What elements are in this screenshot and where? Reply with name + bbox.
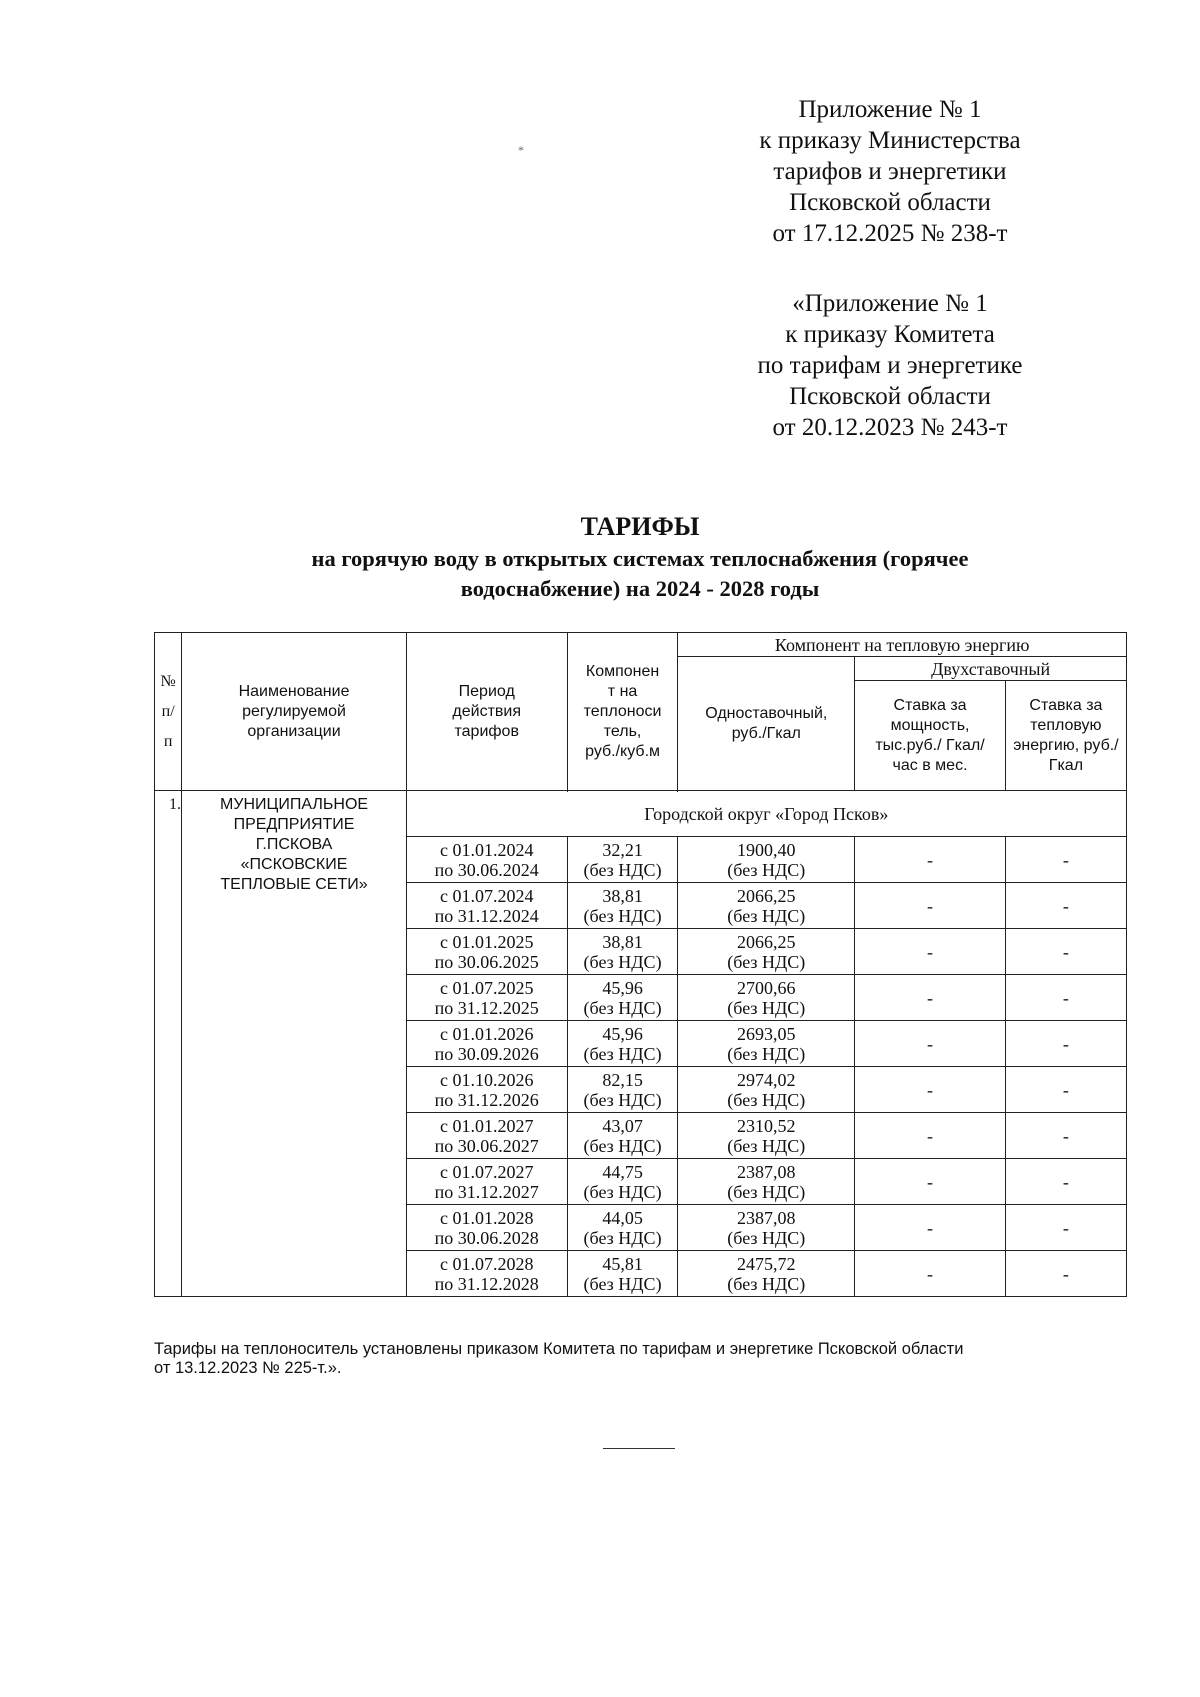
single-rate-cell (678, 1113, 855, 1159)
period-cell-to: по 30.06.2025 (434, 951, 539, 972)
single-rate-cell-single: 2066,25 (737, 885, 796, 906)
single-rate-cell-single: 2066,25 (737, 931, 796, 952)
carrier-cell (567, 1021, 678, 1067)
organization-line: Г.ПСКОВА (255, 836, 333, 853)
carrier-cell-carrier: 45,81 (602, 1253, 643, 1274)
energy-rate-cell-energy: - (1062, 1263, 1069, 1284)
carrier-cell-carrier: 45,96 (602, 1023, 643, 1044)
period-cell-to: по 31.12.2028 (434, 1273, 539, 1294)
footnote-line-1: Тарифы на теплоноситель установлены приказом Комитета по тарифам и энергетике Псковской области (154, 1340, 964, 1358)
period-cell (406, 1021, 567, 1067)
header-number-line: п/ (161, 702, 175, 720)
single-rate-cell (678, 1067, 855, 1113)
district-name: Городской округ «Город Псков» (406, 791, 1126, 837)
header-line: «Приложение № 1 (792, 290, 988, 317)
period-cell-to: по 30.06.2024 (434, 859, 539, 880)
single-rate-cell-single-note: (без НДС) (727, 1043, 806, 1064)
carrier-cell-carrier-note: (без НДС) (583, 1273, 662, 1294)
single-rate-cell-single: 2475,72 (737, 1253, 796, 1274)
approval-header-original (690, 288, 1090, 443)
capacity-rate-cell (855, 929, 1006, 975)
energy-rate-cell-energy: - (1062, 1079, 1069, 1100)
header-carrier (567, 633, 678, 791)
capacity-rate-cell-capacity: - (927, 987, 934, 1008)
single-rate-cell-single-note: (без НДС) (727, 1089, 806, 1110)
period-cell (406, 929, 567, 975)
footnote-line-2: от 13.12.2023 № 225-т.». (154, 1359, 342, 1377)
capacity-rate-cell (855, 1159, 1006, 1205)
single-rate-cell (678, 1159, 855, 1205)
tariff-body (155, 791, 1127, 1297)
carrier-cell (567, 1159, 678, 1205)
header-number-line: п (163, 732, 173, 750)
energy-rate-cell (1005, 883, 1126, 929)
capacity-rate-cell (855, 1067, 1006, 1113)
capacity-rate-cell-capacity: - (927, 1033, 934, 1054)
energy-rate-cell-energy: - (1062, 941, 1069, 962)
single-rate-cell-single-note: (без НДС) (727, 859, 806, 880)
single-rate-cell (678, 837, 855, 883)
header-line: от 17.12.2025 № 238-т (772, 220, 1008, 247)
organization-line: ТЕПЛОВЫЕ СЕТИ» (220, 876, 368, 893)
capacity-rate-cell (855, 975, 1006, 1021)
header-organization (182, 633, 406, 791)
header-line: Псковской области (789, 189, 991, 216)
carrier-cell-carrier-note: (без НДС) (583, 1135, 662, 1156)
title-main: ТАРИФЫ (580, 512, 700, 541)
period-cell (406, 883, 567, 929)
single-rate-cell (678, 1251, 855, 1297)
period-cell-from: с 01.01.2026 (439, 1023, 534, 1044)
header-energy-group: Компонент на тепловую энергию (678, 633, 1127, 657)
period-cell-to: по 31.12.2027 (434, 1181, 539, 1202)
single-rate-cell-single: 2310,52 (737, 1115, 796, 1136)
period-cell-from: с 01.10.2026 (439, 1069, 534, 1090)
energy-rate-cell (1005, 1067, 1126, 1113)
carrier-cell-carrier: 38,81 (602, 931, 643, 952)
single-rate-cell (678, 1205, 855, 1251)
period-cell-from: с 01.07.2027 (439, 1161, 534, 1182)
header-carrier-line: т на (607, 682, 638, 700)
header-number (155, 633, 182, 791)
single-rate-cell-single: 1900,40 (737, 839, 796, 860)
title-sub-line-2: водоснабжение) на 2024 - 2028 годы (460, 576, 820, 601)
period-cell-from: с 01.01.2024 (439, 839, 534, 860)
period-cell (406, 1113, 567, 1159)
carrier-cell-carrier-note: (без НДС) (583, 905, 662, 926)
energy-rate-cell (1005, 1205, 1126, 1251)
header-line: к приказу Министерства (759, 127, 1021, 154)
single-rate-cell-single: 2387,08 (737, 1207, 796, 1228)
energy-rate-cell-energy: - (1062, 1033, 1069, 1054)
energy-rate-cell (1005, 837, 1126, 883)
energy-rate-cell (1005, 929, 1126, 975)
capacity-rate-cell-capacity: - (927, 1079, 934, 1100)
single-rate-cell-single-note: (без НДС) (727, 997, 806, 1018)
single-rate-cell-single-note: (без НДС) (727, 1181, 806, 1202)
tariff-table (154, 632, 1127, 1297)
footnote (154, 1340, 1114, 1378)
carrier-cell (567, 1205, 678, 1251)
carrier-cell-carrier: 32,21 (602, 839, 643, 860)
single-rate-cell-single-note: (без НДС) (727, 1227, 806, 1248)
header-line: по тарифам и энергетике (757, 352, 1023, 379)
single-rate-cell-single: 2387,08 (737, 1161, 796, 1182)
organization-line: «ПСКОВСКИЕ (240, 856, 348, 873)
single-rate-cell (678, 1021, 855, 1067)
capacity-rate-cell-capacity: - (927, 1171, 934, 1192)
single-rate-cell-single: 2700,66 (737, 977, 796, 998)
header-carrier-line: теплоноси (583, 702, 662, 720)
period-cell-to: по 30.06.2028 (434, 1227, 539, 1248)
header-energy-rate (1005, 681, 1126, 791)
energy-rate-cell-energy: - (1062, 987, 1069, 1008)
capacity-rate-cell (855, 1113, 1006, 1159)
capacity-rate-cell-capacity: - (927, 1217, 934, 1238)
carrier-cell-carrier: 82,15 (602, 1069, 643, 1090)
period-cell (406, 975, 567, 1021)
organization-line: МУНИЦИПАЛЬНОЕ (219, 796, 369, 813)
period-cell-from: с 01.07.2025 (439, 977, 534, 998)
single-rate-cell-single-note: (без НДС) (727, 1135, 806, 1156)
energy-rate-cell-energy: - (1062, 849, 1069, 870)
period-cell (406, 1159, 567, 1205)
capacity-rate-cell (855, 1251, 1006, 1297)
carrier-cell (567, 1251, 678, 1297)
header-line: от 20.12.2023 № 243-т (772, 414, 1008, 441)
header-line: Псковской области (789, 383, 991, 410)
period-cell (406, 1251, 567, 1297)
energy-rate-cell (1005, 1251, 1126, 1297)
period-cell-to: по 31.12.2024 (434, 905, 539, 926)
header-single-rate-text: Одноставочный, руб./Гкал (705, 704, 828, 742)
period-cell-to: по 30.06.2027 (434, 1135, 539, 1156)
scan-speck: * (518, 143, 524, 157)
capacity-rate-cell-capacity: - (927, 941, 934, 962)
carrier-cell (567, 1067, 678, 1113)
energy-rate-cell-energy: - (1062, 1125, 1069, 1146)
energy-rate-cell (1005, 1113, 1126, 1159)
header-single-rate (678, 657, 855, 791)
capacity-rate-cell (855, 837, 1006, 883)
energy-rate-cell (1005, 1159, 1126, 1205)
carrier-cell-carrier: 43,07 (602, 1115, 643, 1136)
organization-line: ПРЕДПРИЯТИЕ (233, 816, 355, 833)
header-two-rate: Двухставочный (855, 657, 1127, 681)
end-separator-line (603, 1448, 675, 1449)
header-period (406, 633, 567, 791)
capacity-rate-cell-capacity: - (927, 1125, 934, 1146)
carrier-cell (567, 837, 678, 883)
energy-rate-cell-energy: - (1062, 895, 1069, 916)
approval-header-current (690, 94, 1090, 249)
carrier-cell-carrier-note: (без НДС) (583, 1089, 662, 1110)
carrier-cell-carrier-note: (без НДС) (583, 951, 662, 972)
header-carrier-line: руб./куб.м (585, 742, 661, 760)
header-organization-text: Наименование регулируемой организации (238, 682, 350, 740)
period-cell-from: с 01.07.2028 (439, 1253, 534, 1274)
header-number-line: № (160, 672, 176, 690)
energy-rate-cell (1005, 975, 1126, 1021)
organization-name (182, 791, 406, 1297)
carrier-cell-carrier-note: (без НДС) (583, 1043, 662, 1064)
carrier-cell-carrier: 44,05 (602, 1207, 643, 1228)
header-carrier-line: тель, (603, 722, 642, 740)
header-line: Приложение № 1 (798, 96, 982, 123)
header-energy-rate-text: Ставка за тепловую энергию, руб./Гкал (1013, 696, 1119, 774)
energy-rate-cell (1005, 1021, 1126, 1067)
header-carrier-line: Компонен (585, 662, 660, 680)
period-cell (406, 1067, 567, 1113)
capacity-rate-cell (855, 1021, 1006, 1067)
single-rate-cell-single-note: (без НДС) (727, 905, 806, 926)
header-capacity-rate-text: Ставка за мощность, тыс.руб./ Гкал/час в мес. (875, 696, 985, 774)
carrier-cell-carrier: 44,75 (602, 1161, 643, 1182)
capacity-rate-cell (855, 883, 1006, 929)
carrier-cell-carrier-note: (без НДС) (583, 997, 662, 1018)
row-number: 1. (155, 791, 182, 1297)
period-cell-to: по 30.09.2026 (434, 1043, 539, 1064)
period-cell (406, 837, 567, 883)
period-cell-from: с 01.01.2027 (439, 1115, 534, 1136)
single-rate-cell (678, 929, 855, 975)
capacity-rate-cell (855, 1205, 1006, 1251)
header-capacity-rate (855, 681, 1006, 791)
header-line: тарифов и энергетики (773, 158, 1007, 185)
energy-rate-cell-energy: - (1062, 1217, 1069, 1238)
carrier-cell-carrier-note: (без НДС) (583, 859, 662, 880)
single-rate-cell (678, 975, 855, 1021)
carrier-cell (567, 883, 678, 929)
carrier-cell (567, 929, 678, 975)
capacity-rate-cell-capacity: - (927, 849, 934, 870)
header-line: к приказу Комитета (785, 321, 995, 348)
capacity-rate-cell-capacity: - (927, 895, 934, 916)
period-cell-from: с 01.01.2025 (439, 931, 534, 952)
carrier-cell (567, 1113, 678, 1159)
capacity-rate-cell-capacity: - (927, 1263, 934, 1284)
period-cell (406, 1205, 567, 1251)
period-cell-from: с 01.07.2024 (439, 885, 534, 906)
document-title (150, 510, 1130, 604)
single-rate-cell-single-note: (без НДС) (727, 951, 806, 972)
single-rate-cell-single-note: (без НДС) (727, 1273, 806, 1294)
carrier-cell (567, 975, 678, 1021)
title-sub-line-1: на горячую воду в открытых системах теплоснабжения (горячее (311, 546, 969, 571)
carrier-cell-carrier-note: (без НДС) (583, 1227, 662, 1248)
single-rate-cell (678, 883, 855, 929)
carrier-cell-carrier: 45,96 (602, 977, 643, 998)
period-cell-from: с 01.01.2028 (439, 1207, 534, 1228)
period-cell-to: по 31.12.2026 (434, 1089, 539, 1110)
carrier-cell-carrier: 38,81 (602, 885, 643, 906)
header-period-text: Период действия тарифов (452, 682, 522, 740)
energy-rate-cell-energy: - (1062, 1171, 1069, 1192)
single-rate-cell-single: 2693,05 (737, 1023, 796, 1044)
period-cell-to: по 31.12.2025 (434, 997, 539, 1018)
single-rate-cell-single: 2974,02 (737, 1069, 796, 1090)
carrier-cell-carrier-note: (без НДС) (583, 1181, 662, 1202)
